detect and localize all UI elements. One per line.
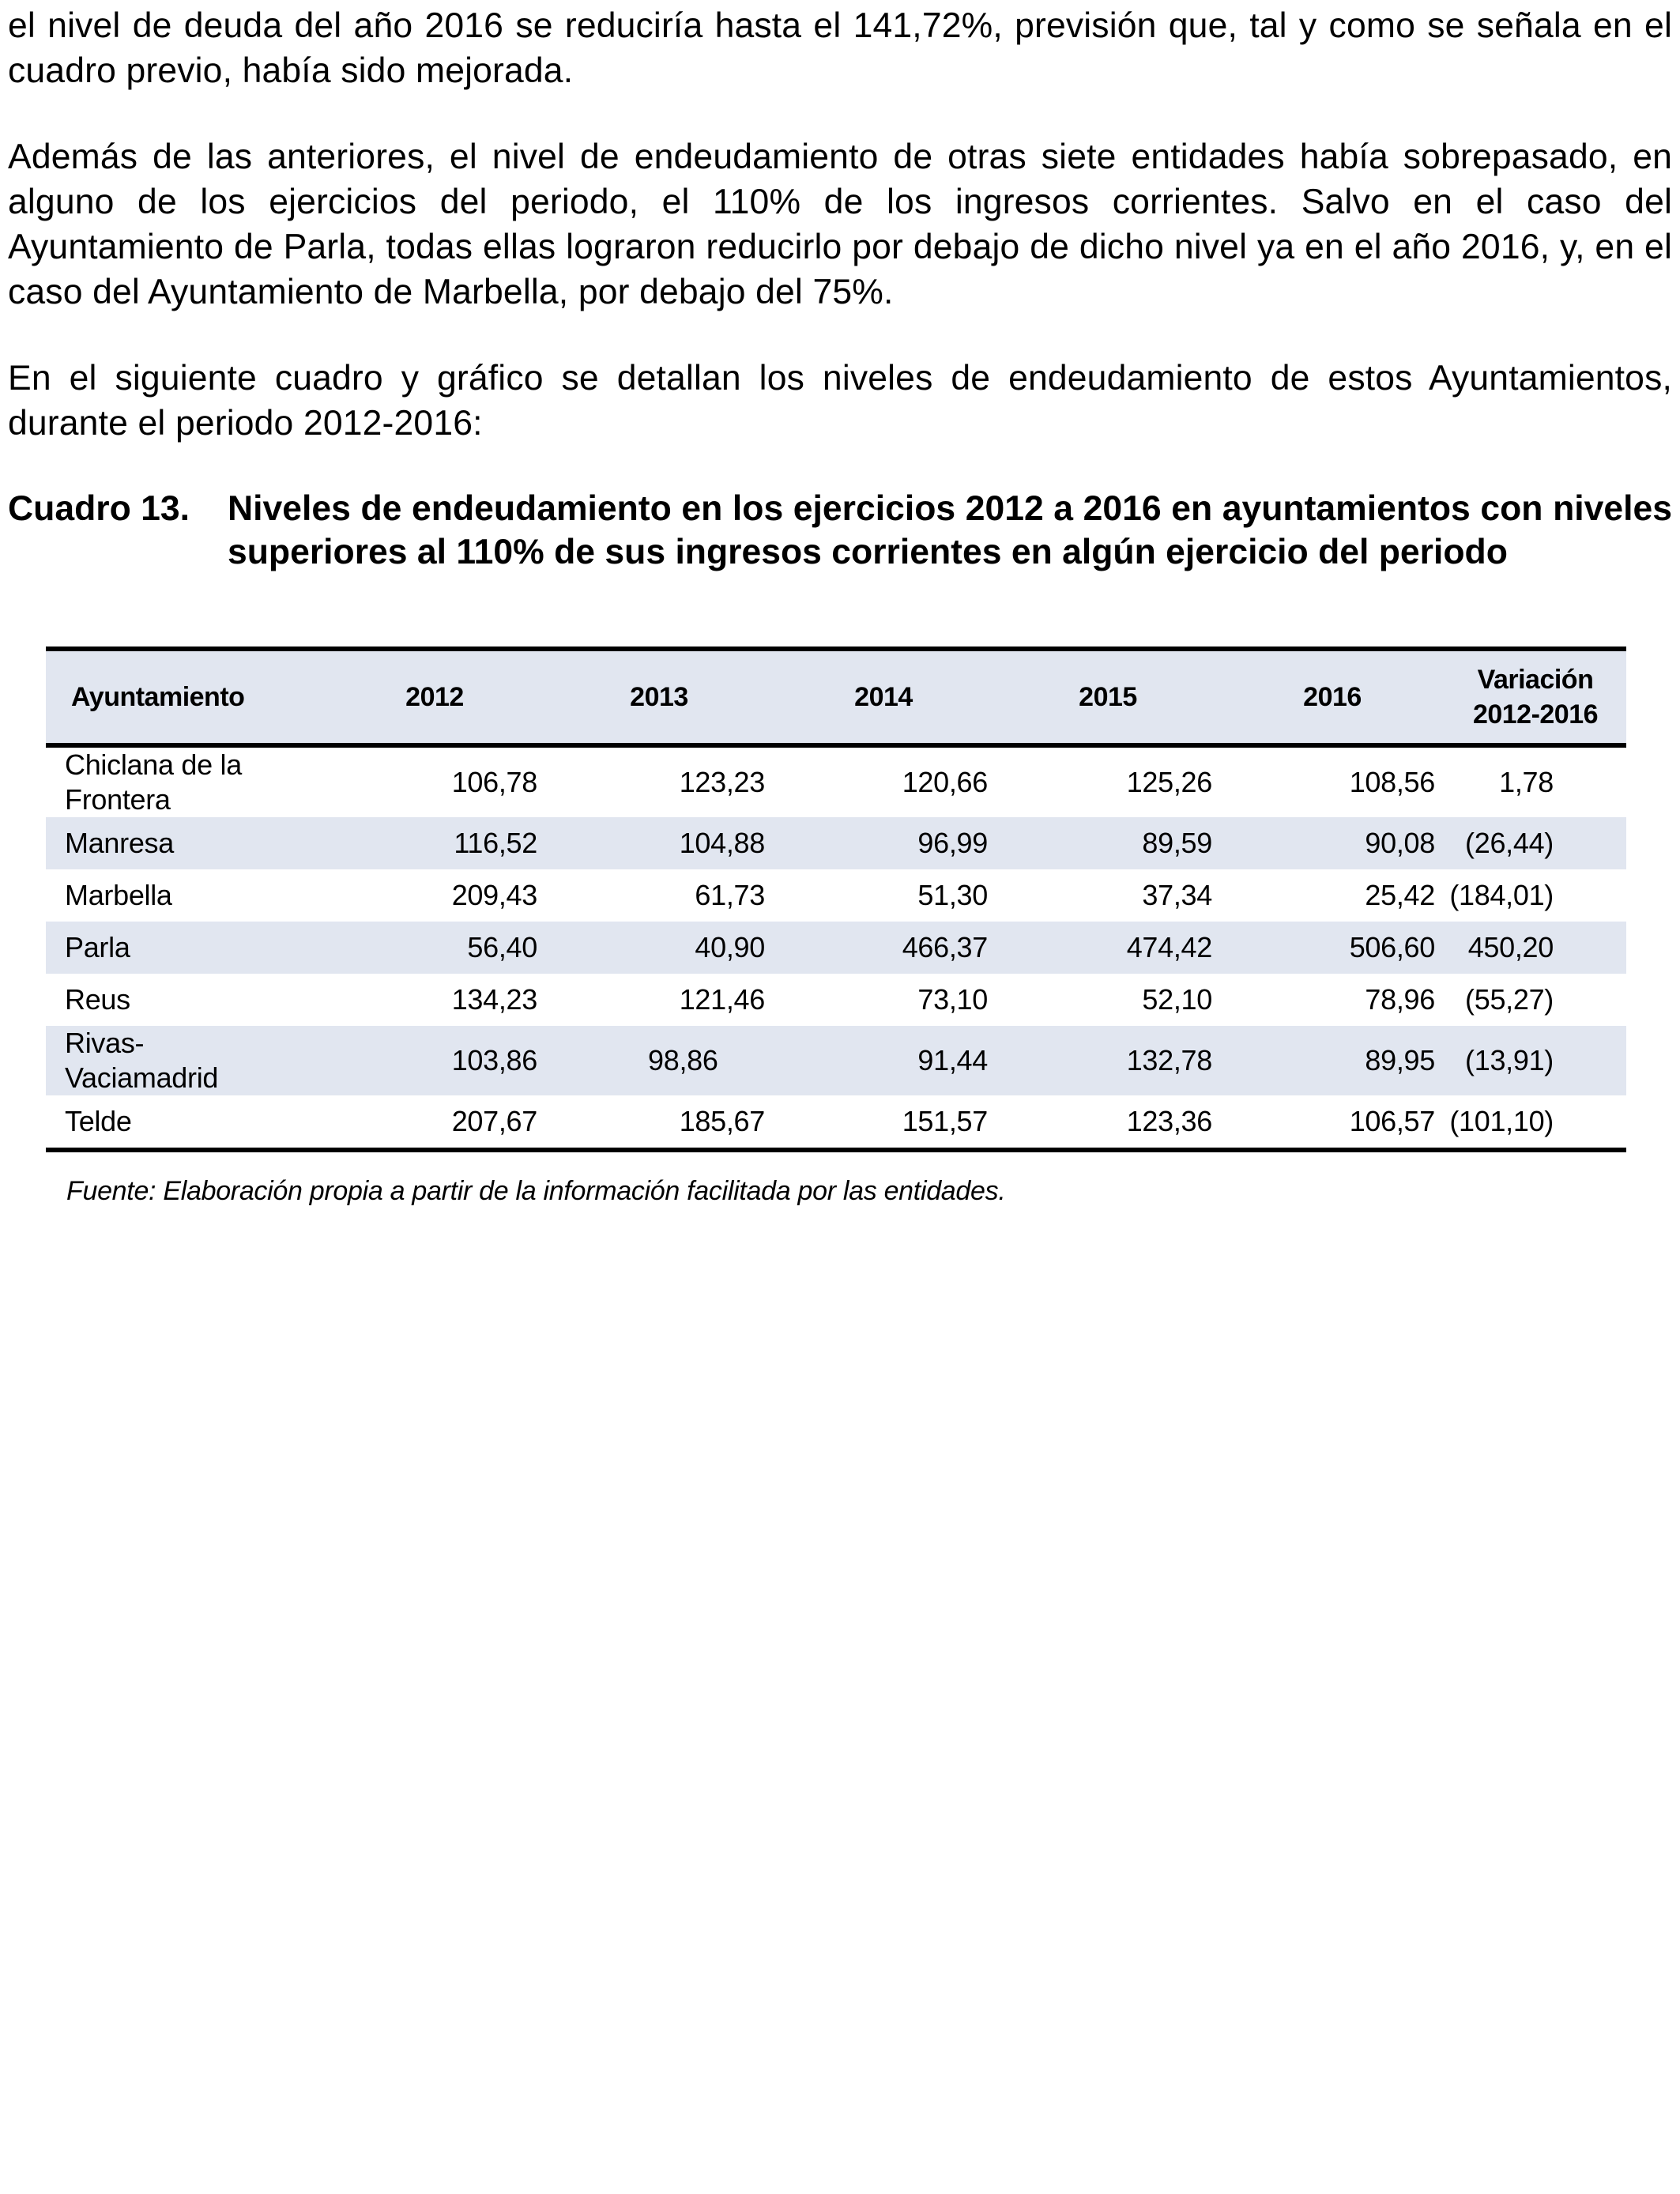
cell-2015: 474,42 xyxy=(1126,931,1212,963)
row-name: Manresa xyxy=(65,827,174,859)
cell-2012: 56,40 xyxy=(467,931,537,963)
cell-variacion: (101,10) xyxy=(1445,1095,1626,1150)
document-page xyxy=(8,0,1672,574)
debt-levels-table xyxy=(46,647,1626,1152)
table-row xyxy=(46,745,1626,817)
header-2012: 2012 xyxy=(322,649,547,745)
cell-2013: 121,46 xyxy=(679,983,765,1016)
table-caption xyxy=(8,487,1672,574)
cell-2016: 106,57 xyxy=(1220,1095,1445,1150)
row-name: Marbella xyxy=(65,879,172,911)
debt-levels-table-container xyxy=(46,647,1626,1152)
cell-2012: 207,67 xyxy=(322,1095,547,1150)
cell-2015: 52,10 xyxy=(1142,983,1212,1016)
cell-2013: 104,88 xyxy=(679,827,765,859)
paragraph-other-entities: Además de las anteriores, el nivel de endeudamiento de otras siete entidades había sobrepasado, en alguno de los ejercicios del periodo, el 110% de los ingresos corrientes. Salvo en el caso del Ayuntamiento de Parla, todas ellas lograron reducirlo por debajo de dicho nivel ya en el año 2016, y, en el caso del Ayuntamiento de Marbella, por debajo del 75%. xyxy=(8,138,1672,311)
cell-2015: 132,78 xyxy=(1126,1044,1212,1076)
table-row xyxy=(46,869,1626,922)
paragraph-table-intro: En el siguiente cuadro y gráfico se detallan los niveles de endeudamiento de estos Ayuntamientos, durante el periodo 2012-2016: xyxy=(8,359,1672,443)
cell-2014: 96,99 xyxy=(917,827,988,859)
table-caption-label: Cuadro 13. xyxy=(8,489,190,528)
row-name xyxy=(46,745,322,817)
cell-2015: 125,26 xyxy=(1126,766,1212,798)
cell-2015: 37,34 xyxy=(1142,879,1212,911)
row-name-line2: Frontera xyxy=(65,783,171,816)
cell-2015: 89,59 xyxy=(1142,827,1212,859)
cell-2013: 61,73 xyxy=(695,879,765,911)
table-row xyxy=(46,922,1626,974)
row-name: Telde xyxy=(46,1095,322,1150)
cell-2012: 134,23 xyxy=(451,983,537,1016)
row-name-line1: Rivas- xyxy=(65,1027,145,1059)
table-row xyxy=(46,974,1626,1026)
cell-2014: 51,30 xyxy=(917,879,988,911)
table-row xyxy=(46,817,1626,869)
cell-variacion: (55,27) xyxy=(1465,983,1554,1016)
row-name: Parla xyxy=(65,931,130,963)
header-2016: 2016 xyxy=(1220,649,1445,745)
cell-2014: 73,10 xyxy=(917,983,988,1016)
table-caption-title: Niveles de endeudamiento en los ejercicios 2012 a 2016 en ayuntamientos con niveles superiores al 110% de sus ingresos corrientes en algún ejercicio del periodo xyxy=(228,489,1672,571)
cell-2014: 91,44 xyxy=(917,1044,988,1076)
header-2013: 2013 xyxy=(547,649,771,745)
cell-2012: 106,78 xyxy=(451,766,537,798)
cell-2016: 89,95 xyxy=(1365,1044,1435,1076)
row-name-line2: Vaciamadrid xyxy=(65,1061,219,1094)
paragraph-debt-level-2016: el nivel de deuda del año 2016 se reduciría hasta el 141,72%, previsión que, tal y como se señala en el cuadro previo, había sido mejorada. xyxy=(8,6,1672,90)
cell-2012: 103,86 xyxy=(451,1044,537,1076)
header-ayuntamiento: Ayuntamiento xyxy=(46,649,322,745)
cell-2012: 116,52 xyxy=(454,827,537,859)
header-variacion-line1: Variación xyxy=(1477,665,1594,695)
table-row xyxy=(46,1095,1626,1150)
cell-variacion: (13,91) xyxy=(1465,1044,1554,1076)
cell-2016: 25,42 xyxy=(1365,879,1435,911)
cell-2016: 506,60 xyxy=(1349,931,1435,963)
table-header-row xyxy=(46,649,1626,745)
cell-2013: 98,86 xyxy=(648,1044,718,1076)
header-2014: 2014 xyxy=(771,649,996,745)
row-name-line1: Chiclana de la xyxy=(65,748,242,781)
row-name: Reus xyxy=(65,983,130,1016)
cell-2013: 185,67 xyxy=(547,1095,771,1150)
header-2015: 2015 xyxy=(996,649,1220,745)
header-variacion-line2: 2012-2016 xyxy=(1472,699,1599,729)
cell-variacion: (26,44) xyxy=(1465,827,1554,859)
cell-2014: 151,57 xyxy=(771,1095,996,1150)
header-variacion xyxy=(1445,649,1626,745)
cell-2013: 123,23 xyxy=(679,766,765,798)
row-name xyxy=(46,1026,322,1095)
table-source-note: Fuente: Elaboración propia a partir de la información facilitada por las entidades. xyxy=(66,1176,1006,1206)
cell-2016: 108,56 xyxy=(1349,766,1435,798)
cell-2012: 209,43 xyxy=(451,879,537,911)
cell-2015: 123,36 xyxy=(996,1095,1220,1150)
cell-variacion: 450,20 xyxy=(1467,931,1554,963)
table-row xyxy=(46,1026,1626,1095)
cell-variacion: 1,78 xyxy=(1499,766,1554,798)
cell-2013: 40,90 xyxy=(695,931,765,963)
cell-variacion: (184,01) xyxy=(1449,879,1554,911)
cell-2014: 466,37 xyxy=(902,931,988,963)
cell-2016: 78,96 xyxy=(1365,983,1435,1016)
cell-2014: 120,66 xyxy=(902,766,988,798)
cell-2016: 90,08 xyxy=(1365,827,1435,859)
